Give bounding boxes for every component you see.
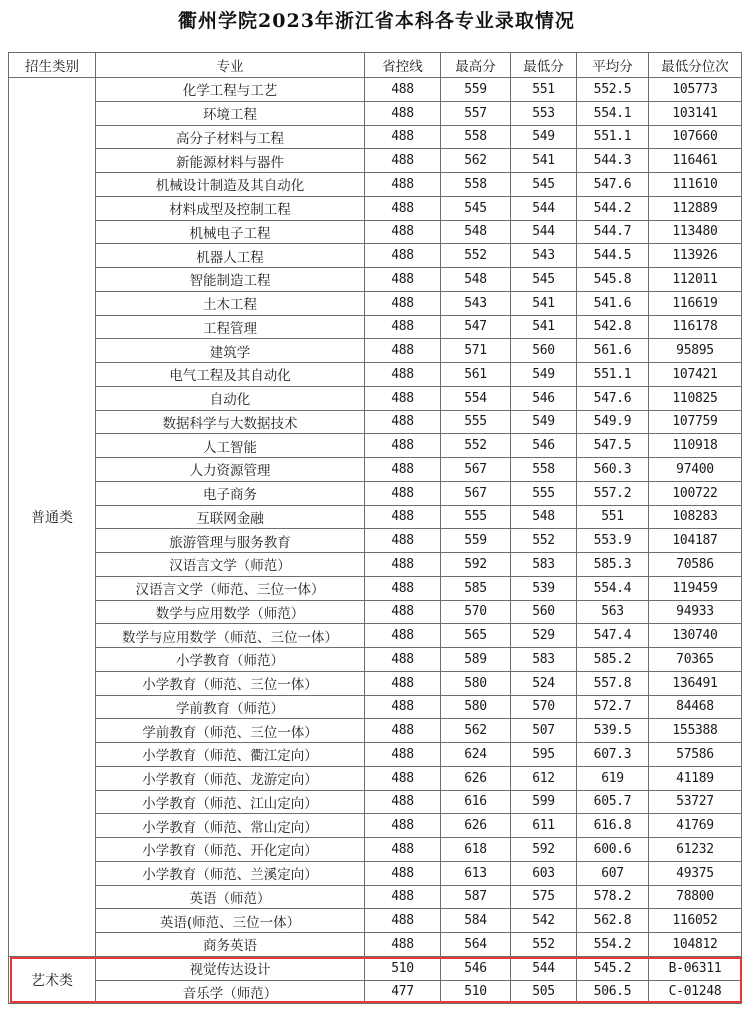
max-score-cell: 557 (441, 101, 511, 125)
major-cell: 人力资源管理 (96, 458, 365, 482)
avg-score-cell: 547.4 (577, 624, 649, 648)
avg-score-cell: 554.1 (577, 101, 649, 125)
max-score-cell: 558 (441, 173, 511, 197)
major-cell: 英语（师范） (96, 885, 365, 909)
avg-score-cell: 551.1 (577, 363, 649, 387)
max-score-cell: 570 (441, 600, 511, 624)
major-cell: 机械电子工程 (96, 220, 365, 244)
min-score-cell: 524 (511, 671, 577, 695)
control-line-cell: 488 (365, 291, 441, 315)
control-line-cell: 488 (365, 410, 441, 434)
table-row (9, 125, 742, 149)
avg-score-cell: 561.6 (577, 339, 649, 363)
min-rank-cell: 84468 (649, 695, 742, 719)
control-line-cell: 488 (365, 173, 441, 197)
table-row (9, 149, 742, 173)
max-score-cell: 548 (441, 220, 511, 244)
max-score-cell: 555 (441, 505, 511, 529)
table-row (9, 671, 742, 695)
min-rank-cell: 155388 (649, 719, 742, 743)
avg-score-cell: 544.2 (577, 196, 649, 220)
table-row (9, 173, 742, 197)
min-rank-cell: 97400 (649, 458, 742, 482)
table-row (9, 790, 742, 814)
max-score-cell: 616 (441, 790, 511, 814)
control-line-cell: 488 (365, 695, 441, 719)
major-cell: 智能制造工程 (96, 268, 365, 292)
max-score-cell: 584 (441, 909, 511, 933)
table-row (9, 909, 742, 933)
table-row (9, 386, 742, 410)
header-min-rank: 最低分位次 (649, 53, 742, 78)
min-rank-cell: 110918 (649, 434, 742, 458)
control-line-cell: 488 (365, 363, 441, 387)
table-row (9, 600, 742, 624)
min-rank-cell: 105773 (649, 78, 742, 102)
min-rank-cell: 95895 (649, 339, 742, 363)
header-avg-score: 平均分 (577, 53, 649, 78)
min-rank-cell: 94933 (649, 600, 742, 624)
major-cell: 建筑学 (96, 339, 365, 363)
major-cell: 小学教育（师范、衢江定向） (96, 743, 365, 767)
table-row (9, 363, 742, 387)
min-score-cell: 603 (511, 861, 577, 885)
min-score-cell: 599 (511, 790, 577, 814)
min-rank-cell: 103141 (649, 101, 742, 125)
control-line-cell: 488 (365, 458, 441, 482)
table-header-row (9, 53, 742, 78)
min-rank-cell: 104187 (649, 529, 742, 553)
control-line-cell: 488 (365, 885, 441, 909)
table-row (9, 315, 742, 339)
avg-score-cell: 600.6 (577, 838, 649, 862)
min-score-cell: 546 (511, 386, 577, 410)
major-cell: 小学教育（师范） (96, 648, 365, 672)
header-min-score: 最低分 (511, 53, 577, 78)
max-score-cell: 587 (441, 885, 511, 909)
major-cell: 小学教育（师范、三位一体） (96, 671, 365, 695)
table-row (9, 101, 742, 125)
max-score-cell: 510 (441, 980, 511, 1004)
control-line-cell: 488 (365, 481, 441, 505)
max-score-cell: 555 (441, 410, 511, 434)
max-score-cell: 626 (441, 766, 511, 790)
table-row (9, 956, 742, 980)
max-score-cell: 580 (441, 695, 511, 719)
min-score-cell: 549 (511, 410, 577, 434)
table-row (9, 648, 742, 672)
major-cell: 工程管理 (96, 315, 365, 339)
min-rank-cell: 107660 (649, 125, 742, 149)
table-row (9, 291, 742, 315)
min-score-cell: 592 (511, 838, 577, 862)
min-score-cell: 505 (511, 980, 577, 1004)
min-rank-cell: 41189 (649, 766, 742, 790)
control-line-cell: 488 (365, 719, 441, 743)
min-score-cell: 560 (511, 339, 577, 363)
min-score-cell: 507 (511, 719, 577, 743)
avg-score-cell: 547.5 (577, 434, 649, 458)
major-cell: 商务英语 (96, 933, 365, 957)
min-rank-cell: 61232 (649, 838, 742, 862)
control-line-cell: 488 (365, 244, 441, 268)
major-cell: 机械设计制造及其自动化 (96, 173, 365, 197)
table-row (9, 434, 742, 458)
table-row (9, 719, 742, 743)
control-line-cell: 488 (365, 386, 441, 410)
min-rank-cell: 130740 (649, 624, 742, 648)
control-line-cell: 488 (365, 220, 441, 244)
min-rank-cell: 108283 (649, 505, 742, 529)
table-row (9, 885, 742, 909)
max-score-cell: 564 (441, 933, 511, 957)
control-line-cell: 510 (365, 956, 441, 980)
avg-score-cell: 607 (577, 861, 649, 885)
category-cell: 艺术类 (9, 956, 96, 1004)
table-row (9, 458, 742, 482)
max-score-cell: 562 (441, 149, 511, 173)
min-rank-cell: 49375 (649, 861, 742, 885)
table-row (9, 933, 742, 957)
major-cell: 数据科学与大数据技术 (96, 410, 365, 434)
page-title: 衢州学院2023年浙江省本科各专业录取情况 (178, 10, 575, 32)
avg-score-cell: 585.3 (577, 553, 649, 577)
avg-score-cell: 585.2 (577, 648, 649, 672)
max-score-cell: 567 (441, 481, 511, 505)
control-line-cell: 488 (365, 529, 441, 553)
max-score-cell: 561 (441, 363, 511, 387)
min-score-cell: 570 (511, 695, 577, 719)
min-rank-cell: 104812 (649, 933, 742, 957)
control-line-cell: 488 (365, 553, 441, 577)
table-row (9, 78, 742, 102)
avg-score-cell: 605.7 (577, 790, 649, 814)
max-score-cell: 565 (441, 624, 511, 648)
control-line-cell: 488 (365, 909, 441, 933)
min-score-cell: 583 (511, 553, 577, 577)
min-score-cell: 575 (511, 885, 577, 909)
max-score-cell: 554 (441, 386, 511, 410)
avg-score-cell: 547.6 (577, 386, 649, 410)
major-cell: 新能源材料与器件 (96, 149, 365, 173)
table-row (9, 339, 742, 363)
header-control-line: 省控线 (365, 53, 441, 78)
header-category: 招生类别 (9, 53, 96, 78)
control-line-cell: 488 (365, 766, 441, 790)
max-score-cell: 589 (441, 648, 511, 672)
avg-score-cell: 578.2 (577, 885, 649, 909)
control-line-cell: 488 (365, 790, 441, 814)
max-score-cell: 618 (441, 838, 511, 862)
min-score-cell: 612 (511, 766, 577, 790)
min-score-cell: 552 (511, 933, 577, 957)
control-line-cell: 488 (365, 671, 441, 695)
avg-score-cell: 544.7 (577, 220, 649, 244)
min-score-cell: 549 (511, 363, 577, 387)
max-score-cell: 552 (441, 434, 511, 458)
min-score-cell: 549 (511, 125, 577, 149)
major-cell: 小学教育（师范、兰溪定向） (96, 861, 365, 885)
min-rank-cell: 113926 (649, 244, 742, 268)
max-score-cell: 624 (441, 743, 511, 767)
max-score-cell: 545 (441, 196, 511, 220)
avg-score-cell: 551.1 (577, 125, 649, 149)
avg-score-cell: 547.6 (577, 173, 649, 197)
min-rank-cell: 107759 (649, 410, 742, 434)
min-score-cell: 541 (511, 315, 577, 339)
min-score-cell: 544 (511, 196, 577, 220)
table-row (9, 529, 742, 553)
min-score-cell: 555 (511, 481, 577, 505)
control-line-cell: 488 (365, 339, 441, 363)
avg-score-cell: 557.8 (577, 671, 649, 695)
avg-score-cell: 607.3 (577, 743, 649, 767)
table-row (9, 861, 742, 885)
max-score-cell: 559 (441, 529, 511, 553)
table-row (9, 814, 742, 838)
table-row (9, 268, 742, 292)
table-row (9, 576, 742, 600)
avg-score-cell: 554.4 (577, 576, 649, 600)
max-score-cell: 547 (441, 315, 511, 339)
header-major: 专业 (96, 53, 365, 78)
major-cell: 互联网金融 (96, 505, 365, 529)
min-rank-cell: 110825 (649, 386, 742, 410)
avg-score-cell: 619 (577, 766, 649, 790)
avg-score-cell: 563 (577, 600, 649, 624)
control-line-cell: 488 (365, 434, 441, 458)
major-cell: 自动化 (96, 386, 365, 410)
control-line-cell: 488 (365, 268, 441, 292)
major-cell: 小学教育（师范、常山定向） (96, 814, 365, 838)
min-rank-cell: 70365 (649, 648, 742, 672)
avg-score-cell: 541.6 (577, 291, 649, 315)
table-row (9, 695, 742, 719)
control-line-cell: 488 (365, 125, 441, 149)
control-line-cell: 488 (365, 743, 441, 767)
table-row (9, 766, 742, 790)
control-line-cell: 488 (365, 624, 441, 648)
max-score-cell: 626 (441, 814, 511, 838)
control-line-cell: 488 (365, 861, 441, 885)
min-rank-cell: 119459 (649, 576, 742, 600)
min-rank-cell: 100722 (649, 481, 742, 505)
min-score-cell: 539 (511, 576, 577, 600)
min-rank-cell: 113480 (649, 220, 742, 244)
min-score-cell: 541 (511, 291, 577, 315)
min-score-cell: 611 (511, 814, 577, 838)
major-cell: 人工智能 (96, 434, 365, 458)
major-cell: 土木工程 (96, 291, 365, 315)
min-rank-cell: 41769 (649, 814, 742, 838)
control-line-cell: 488 (365, 315, 441, 339)
major-cell: 小学教育（师范、开化定向） (96, 838, 365, 862)
table-row (9, 505, 742, 529)
min-score-cell: 546 (511, 434, 577, 458)
major-cell: 高分子材料与工程 (96, 125, 365, 149)
avg-score-cell: 554.2 (577, 933, 649, 957)
avg-score-cell: 544.5 (577, 244, 649, 268)
max-score-cell: 571 (441, 339, 511, 363)
avg-score-cell: 562.8 (577, 909, 649, 933)
table-row (9, 244, 742, 268)
min-score-cell: 551 (511, 78, 577, 102)
control-line-cell: 488 (365, 101, 441, 125)
max-score-cell: 613 (441, 861, 511, 885)
avg-score-cell: 544.3 (577, 149, 649, 173)
min-score-cell: 542 (511, 909, 577, 933)
table-row (9, 196, 742, 220)
max-score-cell: 592 (441, 553, 511, 577)
avg-score-cell: 552.5 (577, 78, 649, 102)
control-line-cell: 488 (365, 576, 441, 600)
min-score-cell: 543 (511, 244, 577, 268)
control-line-cell: 488 (365, 196, 441, 220)
control-line-cell: 488 (365, 78, 441, 102)
max-score-cell: 562 (441, 719, 511, 743)
min-score-cell: 545 (511, 173, 577, 197)
min-rank-cell: 112889 (649, 196, 742, 220)
min-score-cell: 544 (511, 220, 577, 244)
control-line-cell: 488 (365, 648, 441, 672)
max-score-cell: 567 (441, 458, 511, 482)
table-row (9, 481, 742, 505)
min-rank-cell: 107421 (649, 363, 742, 387)
min-score-cell: 545 (511, 268, 577, 292)
min-rank-cell: 70586 (649, 553, 742, 577)
avg-score-cell: 545.2 (577, 956, 649, 980)
avg-score-cell: 560.3 (577, 458, 649, 482)
avg-score-cell: 545.8 (577, 268, 649, 292)
category-cell: 普通类 (9, 78, 96, 957)
avg-score-cell: 542.8 (577, 315, 649, 339)
table-row (9, 838, 742, 862)
min-score-cell: 560 (511, 600, 577, 624)
avg-score-cell: 551 (577, 505, 649, 529)
min-score-cell: 548 (511, 505, 577, 529)
avg-score-cell: 539.5 (577, 719, 649, 743)
table-row (9, 553, 742, 577)
min-rank-cell: 57586 (649, 743, 742, 767)
min-rank-cell: 111610 (649, 173, 742, 197)
avg-score-cell: 553.9 (577, 529, 649, 553)
control-line-cell: 488 (365, 149, 441, 173)
major-cell: 汉语言文学（师范、三位一体） (96, 576, 365, 600)
max-score-cell: 585 (441, 576, 511, 600)
avg-score-cell: 572.7 (577, 695, 649, 719)
major-cell: 数学与应用数学（师范） (96, 600, 365, 624)
avg-score-cell: 557.2 (577, 481, 649, 505)
max-score-cell: 559 (441, 78, 511, 102)
major-cell: 机器人工程 (96, 244, 365, 268)
min-rank-cell: 116461 (649, 149, 742, 173)
header-max-score: 最高分 (441, 53, 511, 78)
min-score-cell: 583 (511, 648, 577, 672)
table-row (9, 410, 742, 434)
major-cell: 小学教育（师范、江山定向） (96, 790, 365, 814)
major-cell: 英语(师范、三位一体） (96, 909, 365, 933)
major-cell: 环境工程 (96, 101, 365, 125)
min-score-cell: 558 (511, 458, 577, 482)
major-cell: 化学工程与工艺 (96, 78, 365, 102)
table-row (9, 220, 742, 244)
avg-score-cell: 616.8 (577, 814, 649, 838)
major-cell: 旅游管理与服务教育 (96, 529, 365, 553)
major-cell: 电气工程及其自动化 (96, 363, 365, 387)
min-score-cell: 553 (511, 101, 577, 125)
min-rank-cell: 112011 (649, 268, 742, 292)
major-cell: 材料成型及控制工程 (96, 196, 365, 220)
avg-score-cell: 549.9 (577, 410, 649, 434)
avg-score-cell: 506.5 (577, 980, 649, 1004)
min-rank-cell: 53727 (649, 790, 742, 814)
min-rank-cell: 116052 (649, 909, 742, 933)
min-score-cell: 552 (511, 529, 577, 553)
major-cell: 汉语言文学（师范） (96, 553, 365, 577)
max-score-cell: 580 (441, 671, 511, 695)
min-rank-cell: 78800 (649, 885, 742, 909)
control-line-cell: 488 (365, 933, 441, 957)
max-score-cell: 546 (441, 956, 511, 980)
control-line-cell: 488 (365, 600, 441, 624)
major-cell: 视觉传达设计 (96, 956, 365, 980)
major-cell: 音乐学（师范） (96, 980, 365, 1004)
major-cell: 学前教育（师范） (96, 695, 365, 719)
table-row (9, 980, 742, 1004)
min-score-cell: 544 (511, 956, 577, 980)
major-cell: 电子商务 (96, 481, 365, 505)
max-score-cell: 543 (441, 291, 511, 315)
min-rank-cell: B-06311 (649, 956, 742, 980)
min-score-cell: 529 (511, 624, 577, 648)
max-score-cell: 548 (441, 268, 511, 292)
min-rank-cell: C-01248 (649, 980, 742, 1004)
min-score-cell: 541 (511, 149, 577, 173)
major-cell: 数学与应用数学（师范、三位一体） (96, 624, 365, 648)
control-line-cell: 488 (365, 838, 441, 862)
major-cell: 小学教育（师范、龙游定向） (96, 766, 365, 790)
min-rank-cell: 136491 (649, 671, 742, 695)
max-score-cell: 558 (441, 125, 511, 149)
admission-table (8, 52, 742, 1004)
max-score-cell: 552 (441, 244, 511, 268)
table-row (9, 624, 742, 648)
min-rank-cell: 116619 (649, 291, 742, 315)
min-score-cell: 595 (511, 743, 577, 767)
major-cell: 学前教育（师范、三位一体） (96, 719, 365, 743)
table-row (9, 743, 742, 767)
min-rank-cell: 116178 (649, 315, 742, 339)
control-line-cell: 488 (365, 505, 441, 529)
control-line-cell: 477 (365, 980, 441, 1004)
control-line-cell: 488 (365, 814, 441, 838)
